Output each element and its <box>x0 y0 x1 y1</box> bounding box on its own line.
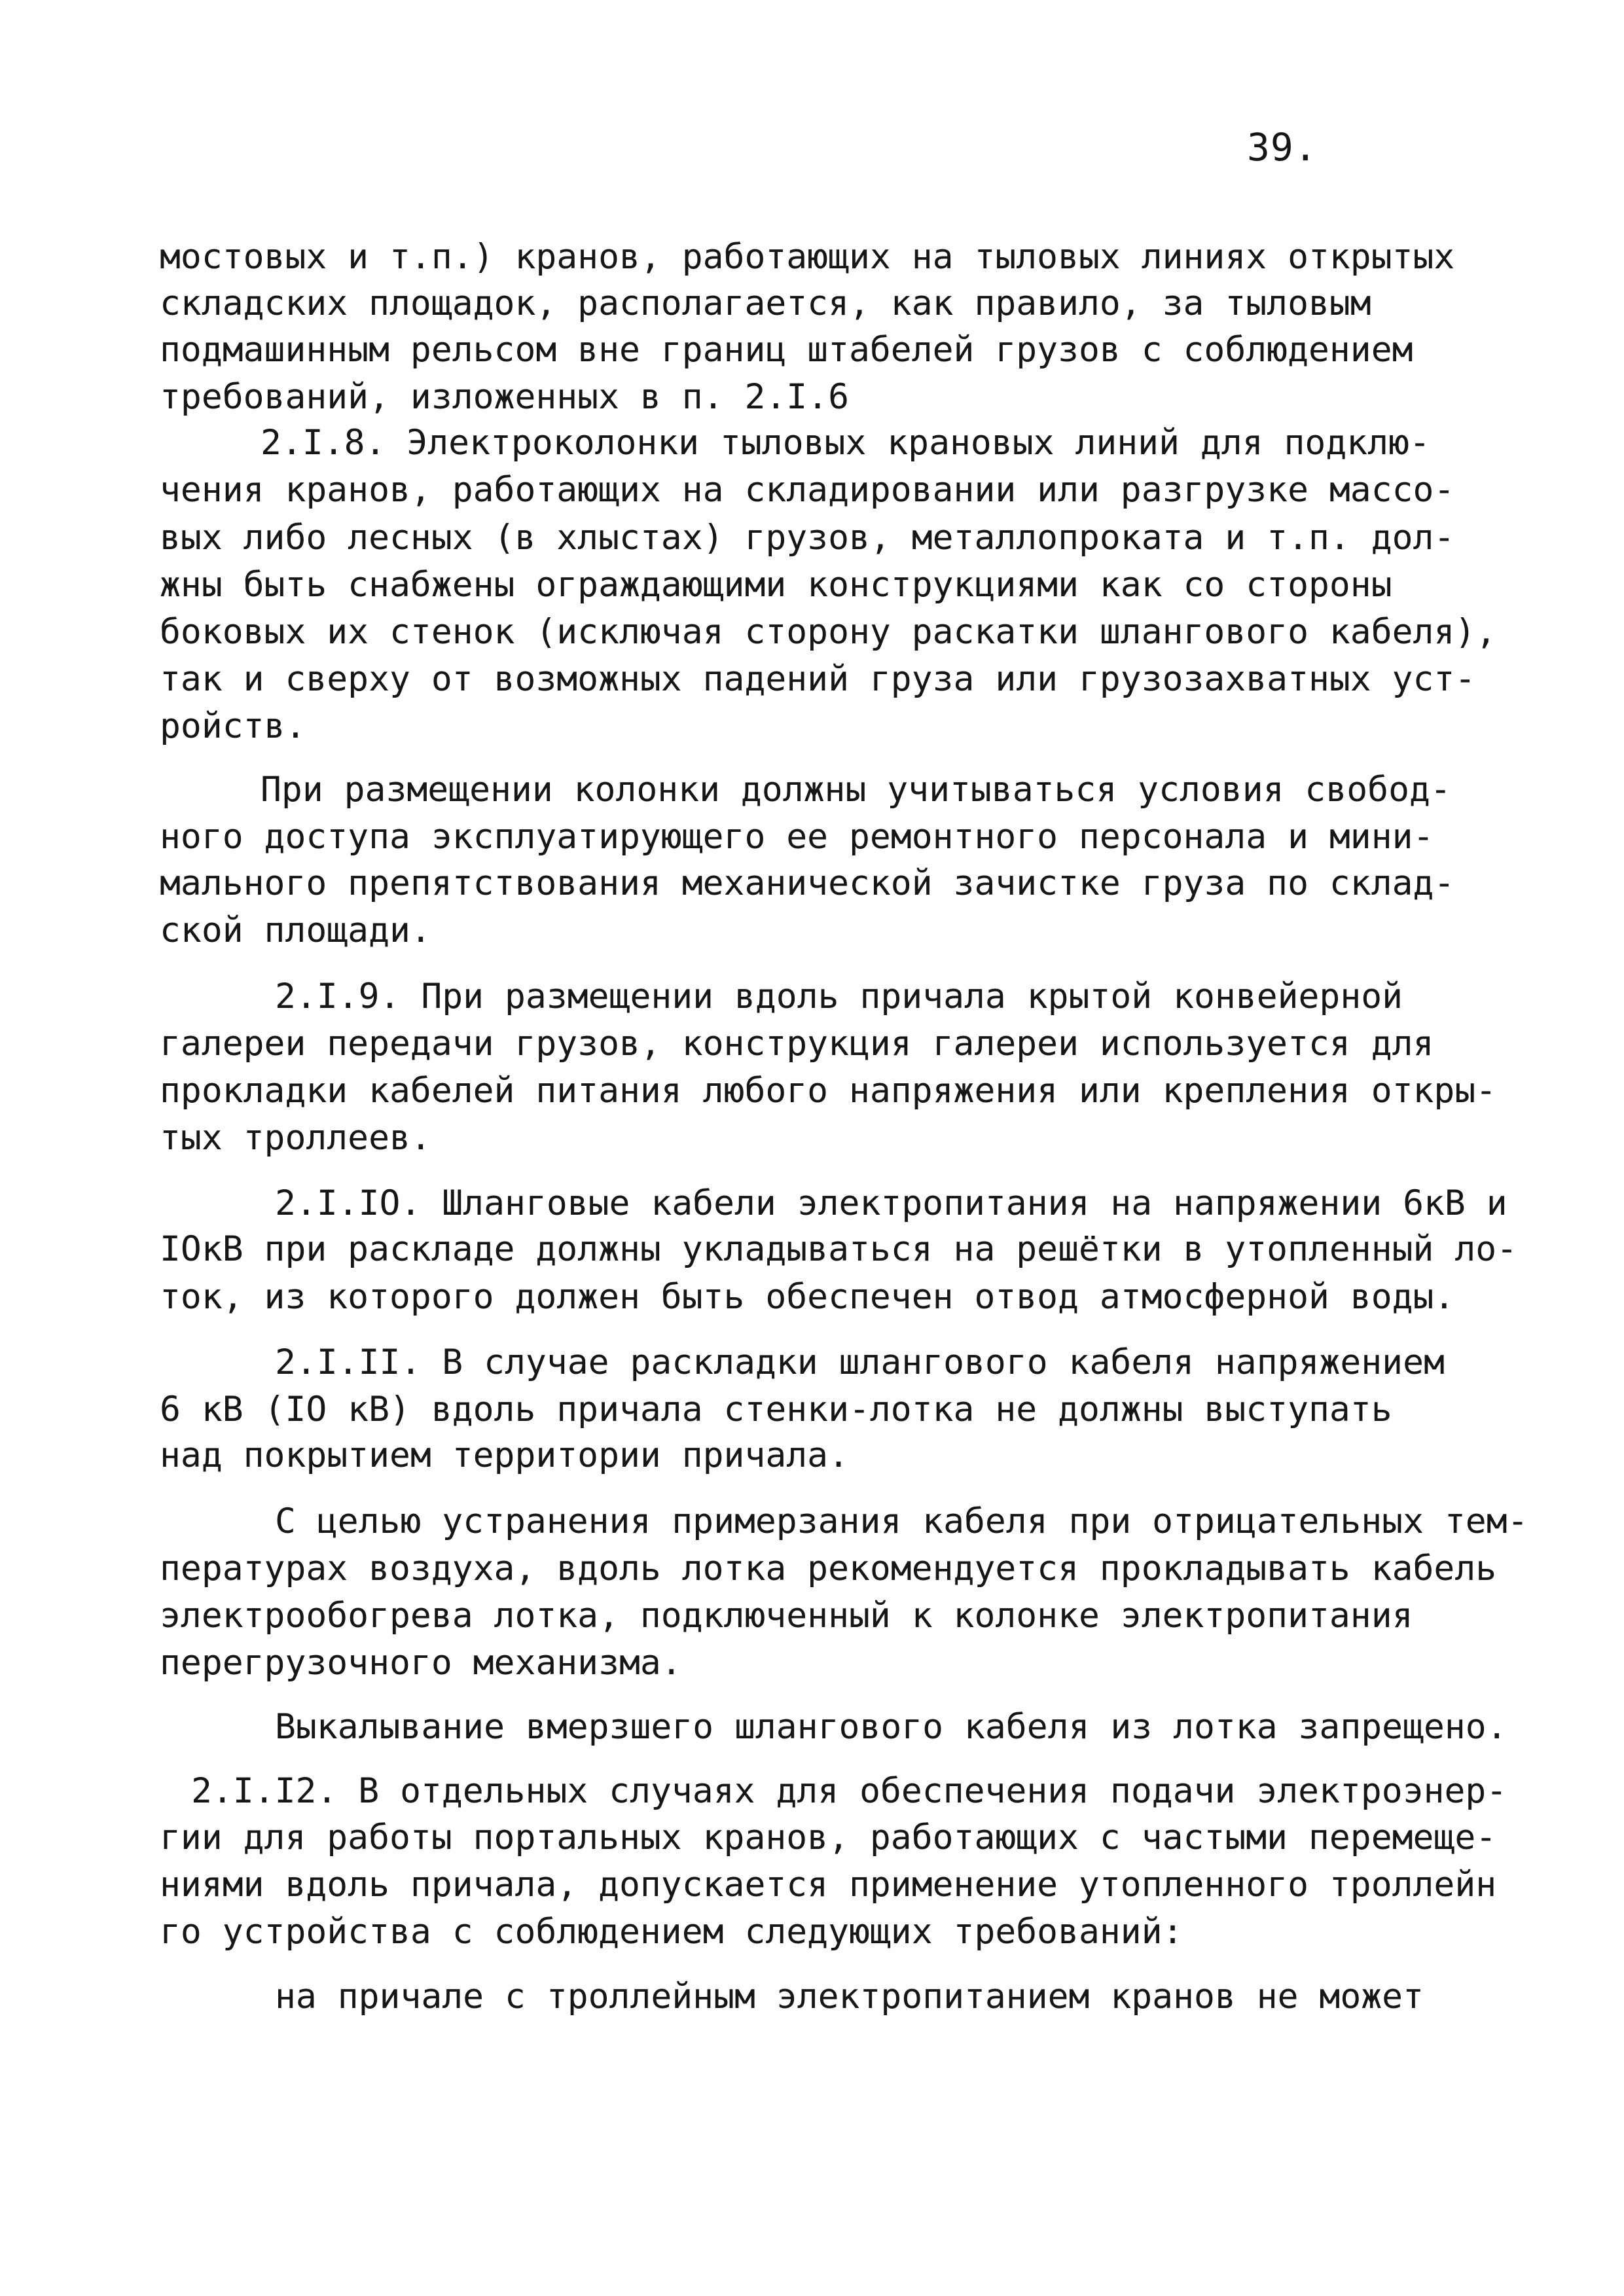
text-line: электрообогрева лотка, подключенный к колонке электропитания <box>160 1596 1413 1636</box>
text-line: мального препятствования механической зачистке груза по склад- <box>160 863 1455 903</box>
text-line: ской площади. <box>160 910 431 950</box>
text-line: тых троллеев. <box>160 1118 431 1158</box>
text-line: пературах воздуха, вдоль лотка рекомендуется прокладывать кабель <box>160 1549 1497 1588</box>
text-line: го устройства с соблюдением следующих требований: <box>160 1912 1183 1952</box>
text-line: 2.I.II. В случае раскладки шлангового кабеля напряжением <box>275 1342 1445 1382</box>
text-line: гии для работы портальных кранов, работающих с частыми перемеще- <box>160 1818 1497 1857</box>
text-line: 2.I.IO. Шланговые кабели электропитания на напряжении 6кВ и <box>275 1183 1507 1223</box>
text-line: 6 кВ (IO кВ) вдоль причала стенки-лотка не должны выступать <box>160 1390 1392 1429</box>
text-line: прокладки кабелей питания любого напряжения или крепления откры- <box>160 1071 1497 1111</box>
text-line: С целью устранения примерзания кабеля при отрицательных тем- <box>275 1501 1528 1541</box>
text-line: мостовых и т.п.) кранов, работающих на тыловых линиях открытых <box>160 237 1455 277</box>
text-line: 2.I.9. При размещении вдоль причала крытой конвейерной <box>275 977 1403 1016</box>
text-line: IOкВ при раскладе должны укладываться на решётки в утопленный ло- <box>160 1229 1518 1269</box>
text-line: 2.I.8. Электроколонки тыловых крановых линий для подклю- <box>261 423 1430 463</box>
text-line: над покрытием территории причала. <box>160 1435 849 1475</box>
text-line: 2.I.I2. В отдельных случаях для обеспечения подачи электроэнер- <box>191 1771 1507 1811</box>
text-line: складских площадок, располагается, как правило, за тыловым <box>160 283 1371 323</box>
text-line: требований, изложенных в п. 2.I.6 <box>160 377 849 417</box>
text-line: на причале с троллейным электропитанием кранов не может <box>275 1977 1424 2017</box>
text-line: ного доступа эксплуатирующего ее ремонтного персонала и мини- <box>160 817 1434 857</box>
page-number: 39. <box>1247 125 1318 170</box>
text-line: Выкалывание вмерзшего шлангового кабеля из лотка запрещено. <box>275 1707 1507 1747</box>
text-line: ток, из которого должен быть обеспечен отвод атмосферной воды. <box>160 1277 1455 1317</box>
text-line: ройств. <box>160 706 306 746</box>
text-line: перегрузочного механизма. <box>160 1643 682 1683</box>
text-line: так и сверху от возможных падений груза или грузозахватных уст- <box>160 659 1476 699</box>
text-line: подмашинным рельсом вне границ штабелей грузов с соблюдением <box>160 330 1413 370</box>
text-line: жны быть снабжены ограждающими конструкциями как со стороны <box>160 565 1392 605</box>
text-line: галереи передачи грузов, конструкция галереи используется для <box>160 1024 1434 1064</box>
text-line: ниями вдоль причала, допускается применение утопленного троллейн <box>160 1865 1497 1905</box>
text-line: чения кранов, работающих на складировании или разгрузке массо- <box>160 470 1455 510</box>
text-line: вых либо лесных (в хлыстах) грузов, металлопроката и т.п. дол- <box>160 518 1455 558</box>
text-line: боковых их стенок (исключая сторону раскатки шлангового кабеля), <box>160 612 1497 652</box>
text-line: При размещении колонки должны учитываться условия свобод- <box>261 770 1451 810</box>
